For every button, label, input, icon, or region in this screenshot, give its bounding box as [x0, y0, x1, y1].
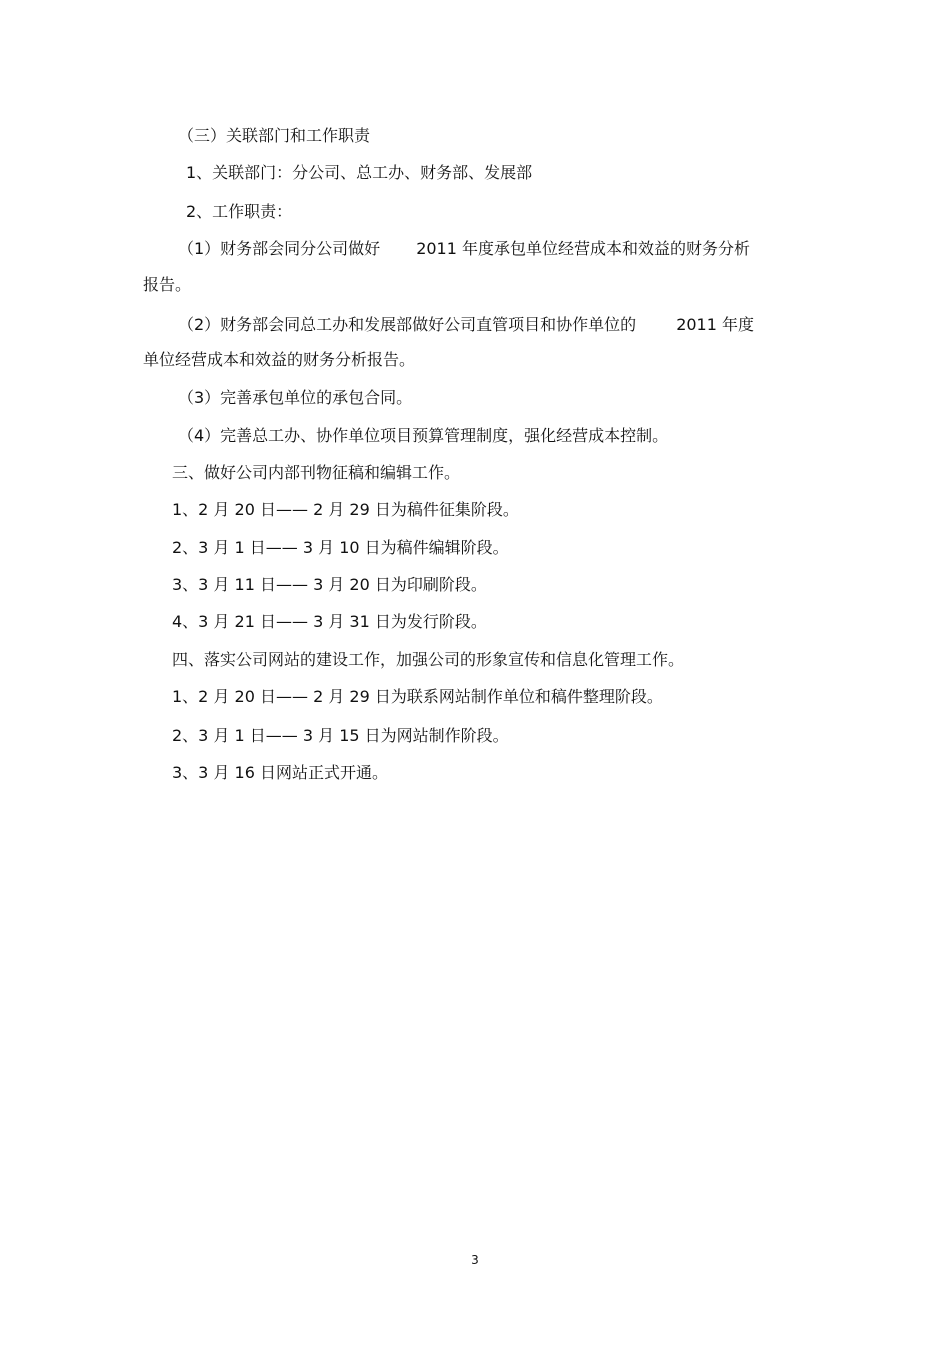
section-3-item: 2、3 月 1 日—— 3 月 10 日为稿件编辑阶段。: [172, 538, 509, 557]
duty-2-part-a: （2）财务部会同总工办和发展部做好公司直管项目和协作单位的: [178, 315, 637, 334]
duty-2: [178, 314, 754, 336]
page-number: 3: [471, 1253, 479, 1267]
duty-2-continuation: 单位经营成本和效益的财务分析报告。: [143, 350, 416, 369]
section-4-item: 1、2 月 20 日—— 2 月 29 日为联系网站制作单位和稿件整理阶段。: [172, 687, 663, 706]
section-3-item: 4、3 月 21 日—— 3 月 31 日为发行阶段。: [172, 612, 487, 631]
section-4-item: 3、3 月 16 日网站正式开通。: [172, 763, 388, 782]
duty-4: （4）完善总工办、协作单位项目预算管理制度，强化经营成本控制。: [178, 426, 669, 445]
section-4-item: 2、3 月 1 日—— 3 月 15 日为网站制作阶段。: [172, 726, 509, 745]
section-3-item: 1、2 月 20 日—— 2 月 29 日为稿件征集阶段。: [172, 500, 519, 519]
section-4-heading: 四、落实公司网站的建设工作，加强公司的形象宣传和信息化管理工作。: [172, 650, 685, 669]
section-3-item: 3、3 月 11 日—— 3 月 20 日为印刷阶段。: [172, 575, 487, 594]
section-heading: （三）关联部门和工作职责: [178, 126, 371, 145]
duties-heading: 2、工作职责：: [186, 202, 293, 221]
duty-1: [178, 238, 750, 260]
related-departments: 1、关联部门：分公司、总工办、财务部、发展部: [186, 163, 533, 182]
duty-1-continuation: 报告。: [143, 275, 192, 294]
duty-1-part-a: （1）财务部会同分公司做好: [178, 239, 381, 258]
duty-1-part-b: 2011 年度承包单位经营成本和效益的财务分析: [416, 239, 750, 258]
duty-3: （3）完善承包单位的承包合同。: [178, 388, 413, 407]
section-3-heading: 三、做好公司内部刊物征稿和编辑工作。: [172, 463, 461, 482]
duty-2-part-b: 2011 年度: [676, 315, 754, 334]
